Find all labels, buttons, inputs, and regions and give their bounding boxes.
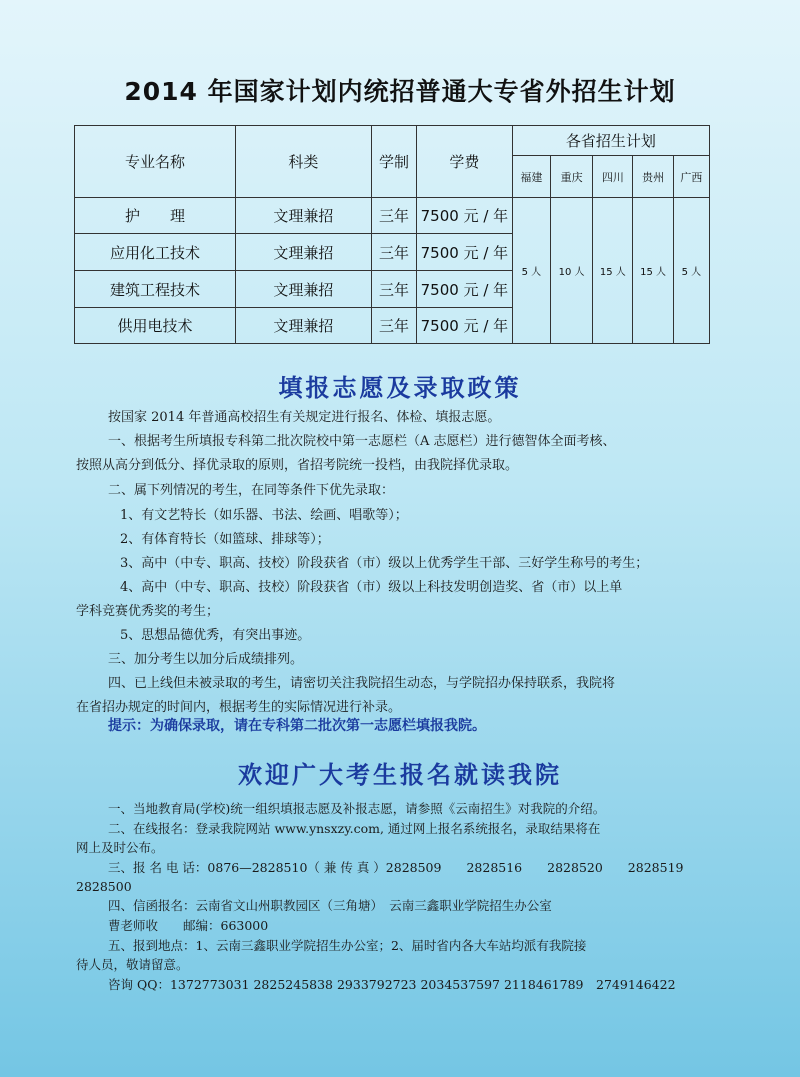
cell-major: 建筑工程技术 bbox=[75, 271, 236, 308]
policy-tip: 提示：为确保录取，请在专科第二批次第一志愿栏填报我院。 bbox=[108, 718, 486, 734]
policy-paragraph: 按照从高分到低分、择优录取的原则，省招考院统一投档，由我院择优录取。 bbox=[76, 458, 519, 473]
policy-paragraph: 一、根据考生所填报专科第二批次院校中第一志愿栏（A 志愿栏）进行德智体全面考核、 bbox=[108, 434, 616, 449]
policy-paragraph: 三、加分考生以加分后成绩排列。 bbox=[108, 652, 304, 667]
quota-guangxi: 5 人 bbox=[673, 198, 709, 344]
cell-tuition: 7500 元 / 年 bbox=[417, 271, 513, 308]
welcome-qq: 咨询 QQ：1372773031 2825245838 2933792723 2034537597 2118461789 2749146422 bbox=[108, 977, 676, 992]
province-sichuan: 四川 bbox=[593, 156, 633, 198]
enrollment-plan-table bbox=[74, 125, 710, 344]
policy-paragraph: 4、高中（中专、职高、技校）阶段获省（市）级以上科技发明创造奖、省（市）以上单 bbox=[120, 580, 623, 595]
welcome-paragraph: 五、报到地点：1、云南三鑫职业学院招生办公室；2、届时省内各大车站均派有我院接 bbox=[108, 938, 587, 953]
table-row bbox=[75, 198, 710, 234]
cell-duration: 三年 bbox=[371, 271, 416, 308]
cell-tuition: 7500 元 / 年 bbox=[417, 198, 513, 234]
policy-paragraph: 在省招办规定的时间内，根据考生的实际情况进行补录。 bbox=[76, 700, 402, 715]
welcome-paragraph: 网上及时公布。 bbox=[76, 840, 164, 855]
policy-paragraph: 按国家 2014 年普通高校招生有关规定进行报名、体检、填报志愿。 bbox=[108, 410, 501, 425]
welcome-paragraph: 2828500 bbox=[76, 879, 132, 894]
header-provinces-group: 各省招生计划 bbox=[512, 126, 709, 156]
cell-category: 文理兼招 bbox=[236, 308, 372, 344]
policy-paragraph: 二、属下列情况的考生，在同等条件下优先录取： bbox=[108, 483, 395, 498]
welcome-paragraph: 三、报 名 电 话：0876—2828510（ 兼 传 真 ）2828509 2828516 2828520 2828519 bbox=[108, 860, 684, 875]
header-duration: 学制 bbox=[371, 126, 416, 198]
policy-paragraph: 四、已上线但未被录取的考生，请密切关注我院招生动态，与学院招办保持联系，我院将 bbox=[108, 676, 616, 691]
header-tuition: 学费 bbox=[417, 126, 513, 198]
province-fujian: 福建 bbox=[512, 156, 550, 198]
quota-fujian: 5 人 bbox=[512, 198, 550, 344]
policy-paragraph: 学科竞赛优秀奖的考生； bbox=[76, 604, 220, 619]
welcome-paragraph: 待人员，敬请留意。 bbox=[76, 957, 189, 972]
page-title: 2014 年国家计划内统招普通大专省外招生计划 bbox=[124, 77, 676, 106]
quota-sichuan: 15 人 bbox=[593, 198, 633, 344]
province-chongqing: 重庆 bbox=[550, 156, 592, 198]
policy-paragraph: 1、有文艺特长（如乐器、书法、绘画、唱歌等）； bbox=[120, 508, 408, 523]
welcome-paragraph: 一、当地教育局(学校)统一组织填报志愿及补报志愿，请参照《云南招生》对我院的介绍。 bbox=[108, 801, 606, 816]
policy-paragraph: 3、高中（中专、职高、技校）阶段获省（市）级以上优秀学生干部、三好学生称号的考生； bbox=[120, 556, 649, 571]
header-category: 科类 bbox=[236, 126, 372, 198]
policy-heading: 填报志愿及录取政策 bbox=[278, 374, 522, 402]
cell-category: 文理兼招 bbox=[236, 271, 372, 308]
header-major: 专业名称 bbox=[75, 126, 236, 198]
welcome-paragraph: 四、信函报名：云南省文山州职教园区（三角塘） 云南三鑫职业学院招生办公室 bbox=[108, 898, 552, 913]
cell-tuition: 7500 元 / 年 bbox=[417, 308, 513, 344]
cell-duration: 三年 bbox=[371, 234, 416, 271]
welcome-paragraph: 曹老师收 邮编：663000 bbox=[108, 918, 269, 933]
cell-tuition: 7500 元 / 年 bbox=[417, 234, 513, 271]
policy-paragraph: 2、有体育特长（如篮球、排球等）； bbox=[120, 532, 330, 547]
cell-category: 文理兼招 bbox=[236, 234, 372, 271]
cell-major: 护 理 bbox=[75, 198, 236, 234]
welcome-heading: 欢迎广大考生报名就读我院 bbox=[238, 761, 562, 789]
quota-guizhou: 15 人 bbox=[633, 198, 673, 344]
welcome-paragraph: 二、在线报名：登录我院网站 www.ynsxzy.com, 通过网上报名系统报名，录取结果将在 bbox=[108, 821, 601, 836]
cell-duration: 三年 bbox=[371, 308, 416, 344]
province-guizhou: 贵州 bbox=[633, 156, 673, 198]
cell-major: 供用电技术 bbox=[75, 308, 236, 344]
province-guangxi: 广西 bbox=[673, 156, 709, 198]
cell-duration: 三年 bbox=[371, 198, 416, 234]
cell-major: 应用化工技术 bbox=[75, 234, 236, 271]
quota-chongqing: 10 人 bbox=[550, 198, 592, 344]
cell-category: 文理兼招 bbox=[236, 198, 372, 234]
policy-paragraph: 5、思想品德优秀，有突出事迹。 bbox=[120, 628, 311, 643]
